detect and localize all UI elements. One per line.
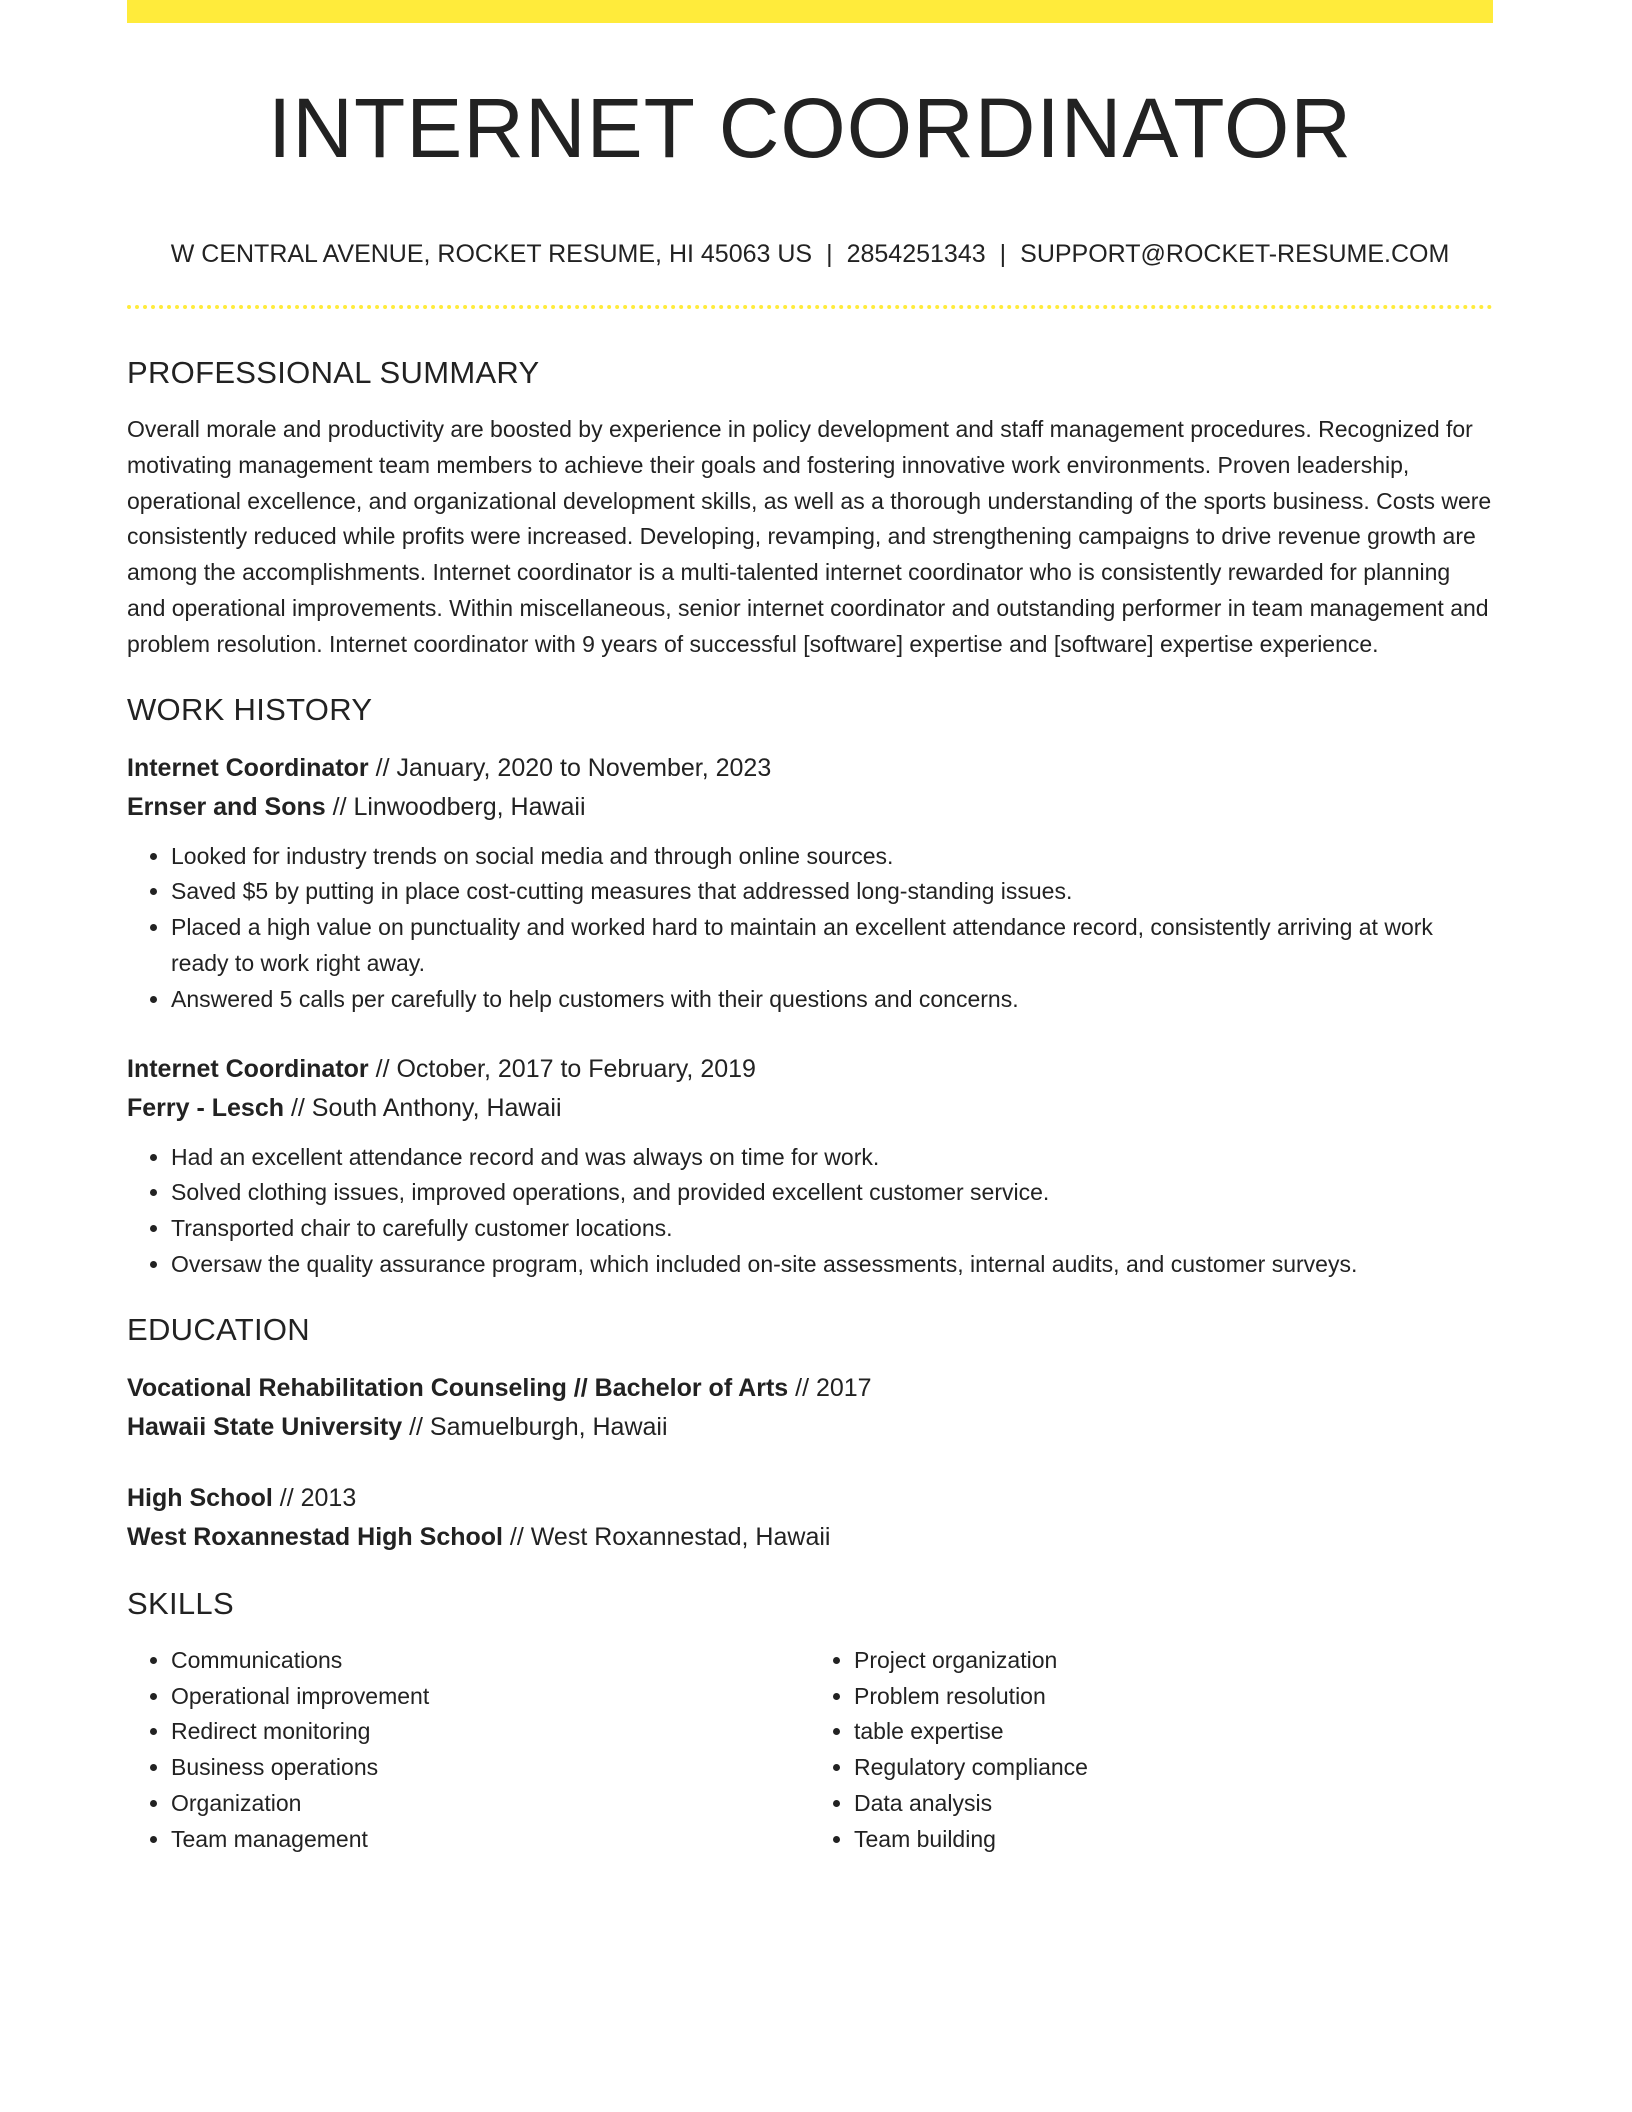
education-degree: Vocational Rehabilitation Counseling // Bachelor of Arts	[127, 1373, 789, 1402]
section-heading-work: WORK HISTORY	[127, 691, 373, 727]
skills-section	[127, 1581, 1493, 1858]
skill-item: • Regulatory compliance	[854, 1750, 1493, 1786]
job-title-line	[127, 1050, 1493, 1089]
resume-name: INTERNET COORDINATOR	[267, 81, 1353, 175]
education-entry	[127, 1479, 1493, 1557]
education-school: Hawaii State University	[127, 1412, 403, 1441]
job-location: // Linwoodberg, Hawaii	[325, 792, 586, 821]
education-degree: High School	[127, 1483, 273, 1512]
section-heading-education: EDUCATION	[127, 1311, 310, 1347]
job-entry	[127, 1050, 1493, 1283]
job-bullet: • Looked for industry trends on social media and through online sources.	[171, 839, 1493, 875]
education-year: // 2017	[788, 1373, 872, 1402]
job-bullet: • Solved clothing issues, improved operations, and provided excellent customer service.	[171, 1175, 1493, 1211]
job-title: Internet Coordinator	[127, 1054, 369, 1083]
skill-item: • Project organization	[854, 1643, 1493, 1679]
job-bullet: • Placed a high value on punctuality and worked hard to maintain an excellent attendance record, consistently arriving at work ready to work right away.	[171, 910, 1493, 982]
contact-separator: |	[826, 240, 833, 268]
skill-item: • Team management	[171, 1822, 810, 1858]
job-company: Ernser and Sons	[127, 792, 326, 821]
skills-right-list	[810, 1643, 1493, 1858]
education-degree-line	[127, 1369, 1493, 1408]
resume-body	[127, 350, 1493, 1858]
education-school-line	[127, 1408, 1493, 1447]
education-location: // West Roxannestad, Hawaii	[502, 1522, 831, 1551]
skill-item: • Organization	[171, 1786, 810, 1822]
education-entry	[127, 1369, 1493, 1447]
education-year: // 2013	[272, 1483, 357, 1512]
skill-item: • Problem resolution	[854, 1679, 1493, 1715]
job-bullet: • Oversaw the quality assurance program, which included on-site assessments, internal audits, and customer surveys.	[171, 1247, 1493, 1283]
job-title: Internet Coordinator	[127, 753, 369, 782]
section-heading-skills: SKILLS	[127, 1585, 234, 1621]
job-dates: // October, 2017 to February, 2019	[368, 1054, 756, 1083]
contact-separator: |	[999, 240, 1007, 268]
skill-item: • Operational improvement	[171, 1679, 810, 1715]
job-title-line	[127, 749, 1493, 788]
work-history-section	[127, 687, 1493, 1283]
education-section	[127, 1307, 1493, 1557]
job-bullets	[127, 1140, 1493, 1283]
skill-item: • Business operations	[171, 1750, 810, 1786]
contact-phone: 2854251343	[846, 240, 986, 268]
job-company: Ferry - Lesch	[127, 1093, 285, 1122]
skill-item: • Data analysis	[854, 1786, 1493, 1822]
skill-item: • Redirect monitoring	[171, 1714, 810, 1750]
skills-columns	[127, 1643, 1493, 1858]
job-bullet: • Had an excellent attendance record and was always on time for work.	[171, 1140, 1493, 1176]
top-accent-bar	[127, 0, 1493, 23]
job-dates: // January, 2020 to November, 2023	[368, 753, 772, 782]
section-heading-summary: PROFESSIONAL SUMMARY	[127, 355, 540, 390]
contact-email[interactable]: SUPPORT@ROCKET-RESUME.COM	[1020, 240, 1450, 268]
skill-item: • Communications	[171, 1643, 810, 1679]
skills-left-list	[127, 1643, 810, 1858]
job-location: // South Anthony, Hawaii	[284, 1093, 562, 1122]
education-school: West Roxannestad High School	[127, 1522, 503, 1551]
job-bullet: • Transported chair to carefully customer locations.	[171, 1211, 1493, 1247]
header-divider	[127, 305, 1493, 309]
education-location: // Samuelburgh, Hawaii	[402, 1412, 668, 1441]
skill-item: • table expertise	[854, 1714, 1493, 1750]
job-company-line	[127, 1089, 1493, 1128]
summary-text: Overall morale and productivity are boosted by experience in policy development and staff management procedures. Recognized for motivating management team members to achieve their goals and fostering innovative work environments. Proven leadership, operational excellence, and organizational development skills, as well as a thorough understanding of the sports business. Costs were consistently reduced while profits were increased. Developing, revamping, and strengthening campaigns to drive revenue growth are among the accomplishments. Internet coordinator is a multi-talented internet coordinator who is consistently rewarded for planning and operational improvements. Within miscellaneous, senior internet coordinator and outstanding performer in team management and problem resolution. Internet coordinator with 9 years of successful [software] expertise and [software] expertise experience.	[127, 416, 1492, 657]
job-company-line	[127, 788, 1493, 827]
contact-line	[127, 236, 1493, 272]
education-degree-line	[127, 1479, 1493, 1518]
summary-section	[127, 350, 1493, 663]
job-bullet: • Answered 5 calls per carefully to help customers with their questions and concerns.	[171, 982, 1493, 1018]
job-entry	[127, 749, 1493, 1018]
skill-item: • Team building	[854, 1822, 1493, 1858]
job-bullet: • Saved $5 by putting in place cost-cutting measures that addressed long-standing issues.	[171, 874, 1493, 910]
job-bullets	[127, 839, 1493, 1018]
contact-address: W CENTRAL AVENUE, ROCKET RESUME, HI 45063 US	[170, 240, 813, 268]
education-school-line	[127, 1518, 1493, 1557]
